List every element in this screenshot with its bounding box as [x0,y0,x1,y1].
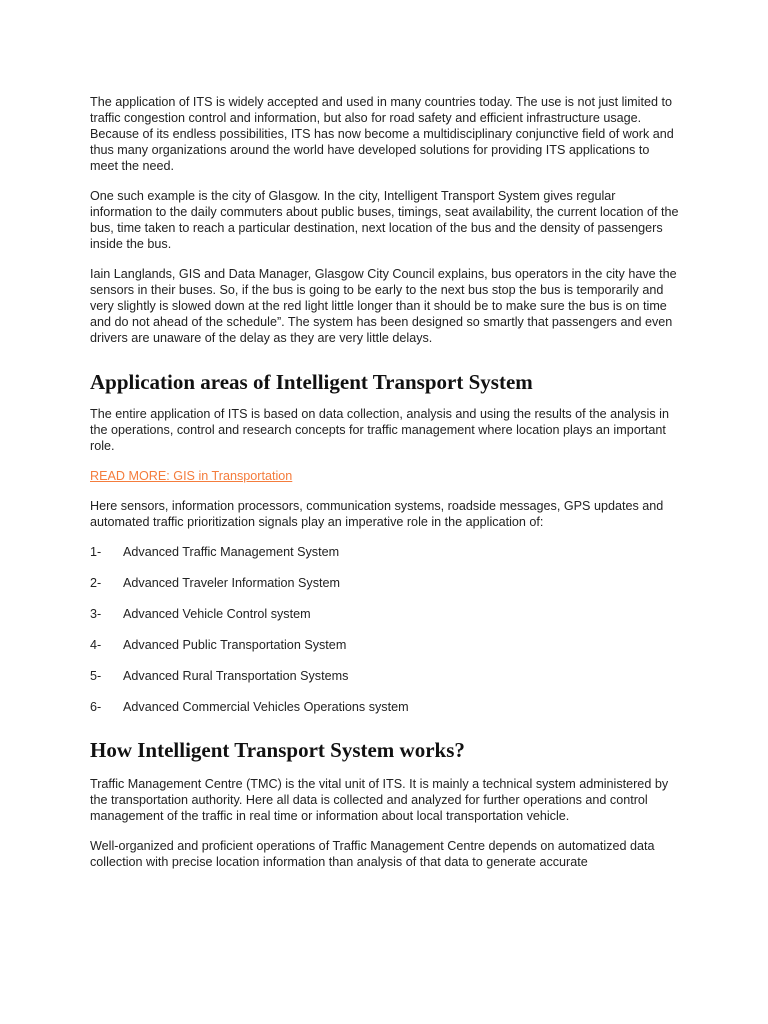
section-heading-how-its-works: How Intelligent Transport System works? [90,738,465,762]
list-item [90,544,680,560]
document-page [90,94,680,884]
read-more-link[interactable]: READ MORE: GIS in Transportation [90,469,293,483]
list-number: 6- [90,700,102,714]
list-number: 1- [90,545,102,559]
intro-paragraph-3: Iain Langlands, GIS and Data Manager, Glasgow City Council explains, bus operators in the city have the sensors in their buses. So, if the bus is going to be early to the next bus stop the bus is temporarily and very slightly is slowed down at the red light little longer than it should be to make sure the bus is on time and do not ahead of the schedule”. The system has been designed so smartly that passengers and even drivers are unaware of the delay as they are very little delays. [90,267,677,345]
list-text: Advanced Traveler Information System [123,576,340,590]
application-paragraph-2: Here sensors, information processors, communication systems, roadside messages, GPS updates and automated traffic prioritization signals play an imperative role in the application of: [90,499,664,529]
list-number: 3- [90,607,102,621]
section-heading-application-areas: Application areas of Intelligent Transport System [90,370,533,394]
read-more-line [90,468,680,484]
list-item [90,668,680,684]
list-text: Advanced Vehicle Control system [123,607,311,621]
intro-paragraph-2: One such example is the city of Glasgow. In the city, Intelligent Transport System gives regular information to the daily commuters about public buses, timings, seat availability, the current location of the bus, time taken to reach a particular destination, next location of the bus and the density of passengers inside the bus. [90,189,679,251]
list-item [90,606,680,622]
intro-paragraph-1: The application of ITS is widely accepted and used in many countries today. The use is not just limited to traffic congestion control and information, but also for road safety and efficient infrastructure usage. Because of its endless possibilities, ITS has now become a multidisciplinary conjunctive field of work and thus many organizations around the world have developed solutions for providing ITS applications to meet the need. [90,95,674,173]
list-item [90,637,680,653]
how-works-paragraph-1: Traffic Management Centre (TMC) is the vital unit of ITS. It is mainly a technical system administered by the transportation authority. Here all data is collected and analyzed for further operations and control management of the traffic in real time or information about local transportation vehicle. [90,777,669,823]
list-text: Advanced Commercial Vehicles Operations system [123,700,409,714]
list-text: Advanced Rural Transportation Systems [123,669,349,683]
list-text: Advanced Traffic Management System [123,545,340,559]
list-number: 4- [90,638,102,652]
how-works-paragraph-2: Well-organized and proficient operations of Traffic Management Centre depends on automatized data collection with precise location information than analysis of that data to generate accurate [90,839,655,869]
list-number: 5- [90,669,102,683]
its-applications-list [90,544,680,715]
list-item [90,699,680,715]
list-item [90,575,680,591]
list-number: 2- [90,576,102,590]
list-text: Advanced Public Transportation System [123,638,347,652]
application-paragraph-1: The entire application of ITS is based on data collection, analysis and using the results of the analysis in the operations, control and research concepts for traffic management where location plays an important role. [90,407,669,453]
